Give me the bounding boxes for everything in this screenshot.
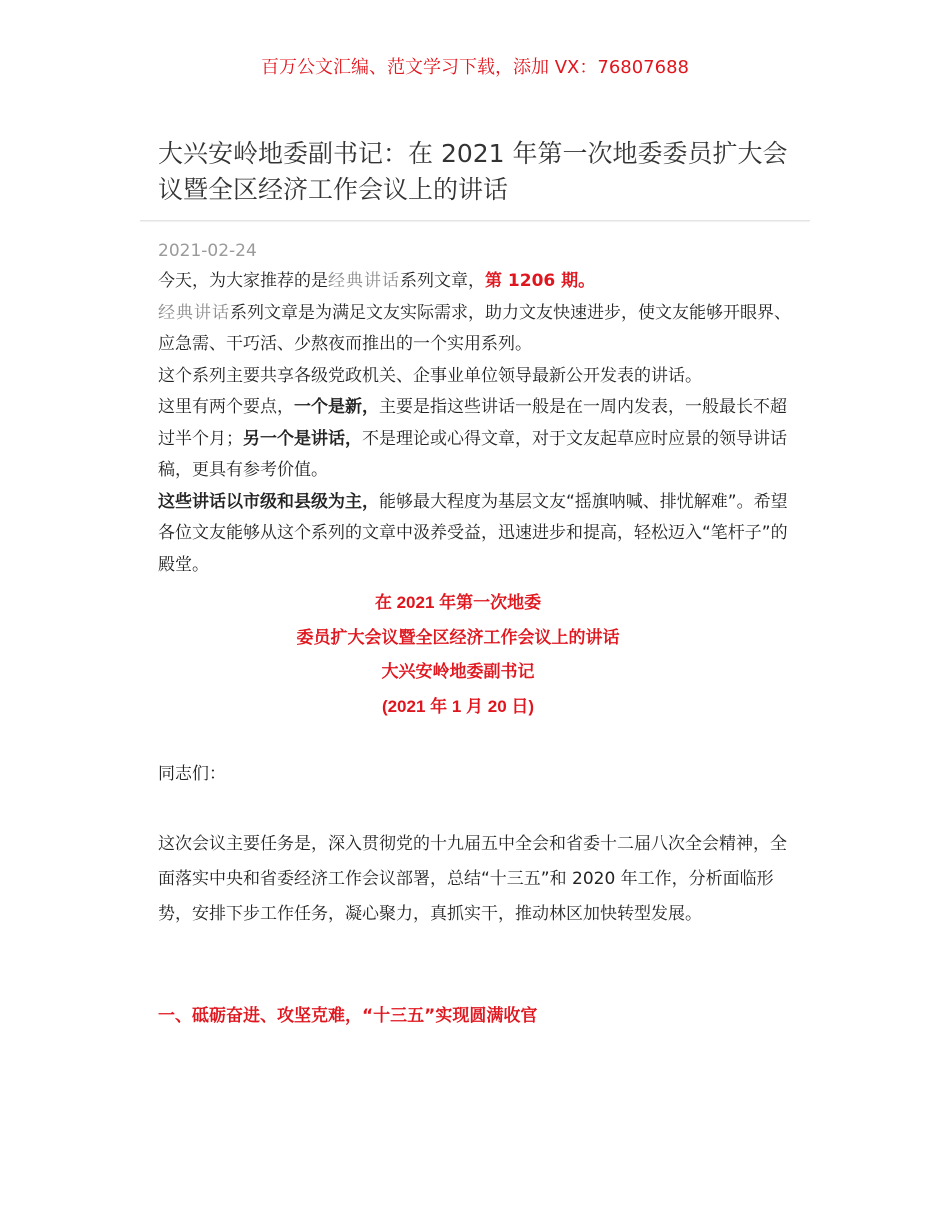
speech-paragraph-1: 这次会议主要任务是，深入贯彻党的十九届五中全会和省委十二届八次全会精神，全面落实中央和省委经济工作会议部署，总结“十三五”和 2020 年工作，分析面临形势，安排下步工作任务，凝心聚力，真抓实干，推动林区加快转型发展。	[158, 834, 787, 924]
speaker: 大兴安岭地委副书记	[381, 662, 535, 681]
intro-paragraph-2	[158, 298, 794, 361]
intro-text: 这里有两个要点，	[158, 397, 294, 417]
section-heading-1: 一、砥砺奋进、攻坚克难，“十三五”实现圆满收官	[158, 1006, 538, 1026]
speech-title-line-1: 在 2021 年第一次地委	[374, 593, 542, 612]
key-point-speech: 另一个是讲话，	[243, 428, 362, 449]
intro-text: 能够最大程度为基层文友“摇旗呐喊、排忧解难”。希望各位文友能够从这个系列的文章中汲养受益，迅速进步和提高，轻松迈入“笔杆子”的殿堂。	[158, 491, 788, 575]
issue-number: 第 1206 期。	[485, 271, 596, 291]
speech-header	[158, 586, 848, 724]
intro-text: 系列文章，	[400, 271, 485, 291]
speech-greeting: 同志们：	[158, 764, 226, 784]
key-point-level: 这些讲话以市级和县级为主，	[158, 491, 379, 512]
intro-section	[158, 266, 794, 581]
title-divider	[140, 220, 810, 221]
publish-date: 2021-02-24	[158, 241, 257, 261]
key-point-new: 一个是新，	[294, 397, 379, 417]
intro-paragraph-1	[158, 266, 794, 298]
series-name: 经典讲话	[158, 302, 230, 323]
speech-date: (2021 年 1 月 20 日)	[381, 696, 535, 716]
article-title: 大兴安岭地委副书记：在 2021 年第一次地委委员扩大会议暨全区经济工作会议上的讲话	[158, 139, 788, 204]
series-name: 经典讲话	[328, 271, 400, 291]
promo-banner: 百万公文汇编、范文学习下载，添加 VX：76807688	[261, 57, 689, 78]
intro-text: 主要是指这些讲话一般是在一周内发表，一般最长不超过半个月；	[158, 397, 787, 449]
intro-paragraph-5	[158, 487, 794, 582]
intro-text: 不是理论或心得文章，对于文友起草应时应景的领导讲话稿，更具有参考价值。	[158, 428, 787, 480]
intro-paragraph-4	[158, 392, 794, 487]
intro-text: 系列文章是为满足文友实际需求，助力文友快速进步，使文友能够开眼界、应急需、干巧活、少熬夜而推出的一个实用系列。	[158, 302, 791, 354]
intro-paragraph-3: 这个系列主要共享各级党政机关、企事业单位领导最新公开发表的讲话。	[158, 365, 702, 386]
speech-title-line-2: 委员扩大会议暨全区经济工作会议上的讲话	[296, 627, 620, 647]
intro-text: 今天，为大家推荐的是	[158, 271, 328, 291]
